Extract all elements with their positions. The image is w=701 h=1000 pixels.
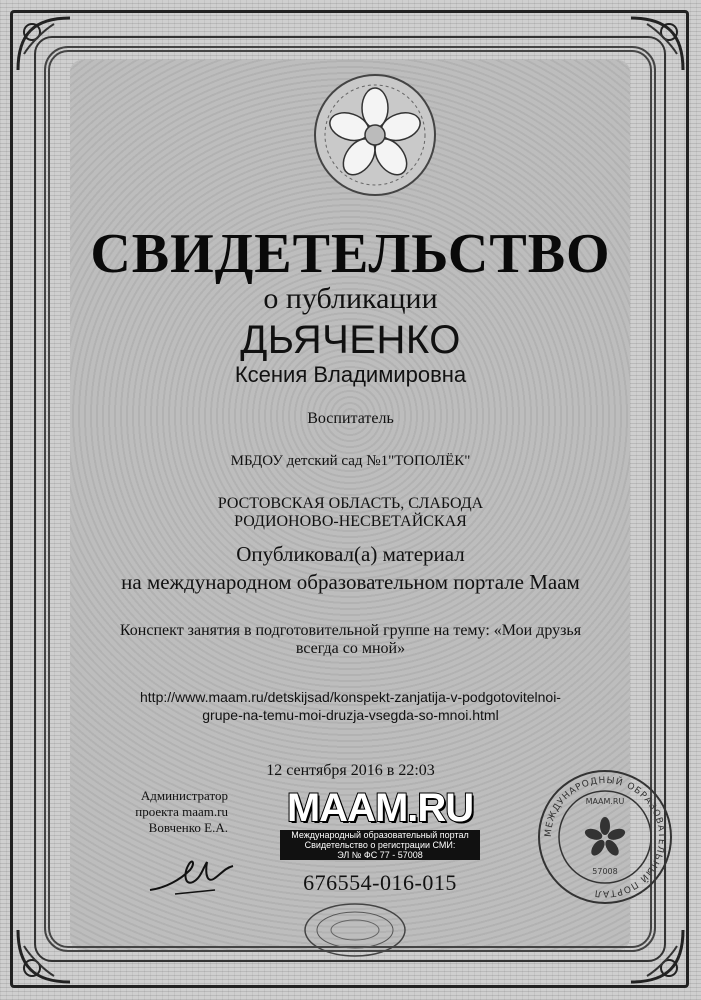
region-line-1: РОСТОВСКАЯ ОБЛАСТЬ, СЛАБОДА [217, 495, 484, 512]
round-stamp-icon [536, 768, 674, 906]
logo-band-line-2: Свидетельство о регистрации СМИ: [304, 840, 456, 850]
flower-emblem-icon [310, 70, 440, 200]
signature-icon [145, 850, 240, 900]
administrator-block [118, 788, 228, 836]
ornate-corner-icon [627, 14, 687, 74]
admin-project: проекта maam.ru [135, 804, 228, 819]
recipient-region [0, 495, 701, 531]
published-line-2: на международном образовательном портале Маам [121, 570, 580, 594]
url-line-2: grupe-na-temu-moi-druzja-vsegda-so-mnoi.html [202, 707, 499, 723]
material-url [0, 688, 701, 724]
ornate-corner-icon [627, 926, 687, 986]
registration-number: 676554-016-015 [303, 870, 457, 895]
published-line-1: Опубликовал(а) материал [236, 542, 465, 566]
recipient-surname: ДЬЯЧЕНКО [240, 318, 461, 362]
publication-date: 12 сентября 2016 в 22:03 [266, 762, 435, 779]
ornate-corner-icon [14, 926, 74, 986]
region-line-2: РОДИОНОВО-НЕСВЕТАЙСКАЯ [234, 513, 467, 530]
maam-logo [280, 786, 480, 858]
rosette-icon [300, 900, 410, 960]
stamp-number: 57008 [592, 867, 618, 876]
logo-registration-band [280, 830, 480, 860]
logo-band-line-1: Международный образовательный портал [291, 830, 469, 840]
logo-band-line-3: ЭЛ № ФС 77 - 57008 [337, 850, 423, 860]
material-topic: Конспект занятия в подготовительной группе на тему: «Мои друзья всегда со мной» [119, 622, 582, 657]
ornate-corner-icon [14, 14, 74, 74]
stamp-inner-text: МААМ.RU [585, 797, 625, 806]
certificate-subtitle: о публикации [263, 282, 438, 315]
svg-text:МЕЖДУНАРОДНЫЙ ОБРАЗОВАТЕЛЬНЫЙ [544, 775, 666, 898]
recipient-given-names: Ксения Владимировна [234, 362, 467, 387]
recipient-organization: МБДОУ детский сад №1"ТОПОЛЁК" [230, 453, 471, 469]
logo-wordmark: MAAM.RU [286, 786, 474, 830]
published-statement [0, 540, 701, 596]
admin-name: Вовченко Е.А. [148, 820, 228, 835]
stamp-ring-text: МЕЖДУНАРОДНЫЙ ОБРАЗОВАТЕЛЬНЫЙ ПОРТАЛ [543, 775, 667, 899]
admin-title: Администратор [140, 788, 228, 803]
url-line-1: http://www.maam.ru/detskijsad/konspekt-zanjatija-v-podgotovitelnoi- [140, 689, 561, 705]
certificate-title: СВИДЕТЕЛЬСТВО [90, 223, 611, 285]
recipient-position: Воспитатель [307, 410, 394, 427]
